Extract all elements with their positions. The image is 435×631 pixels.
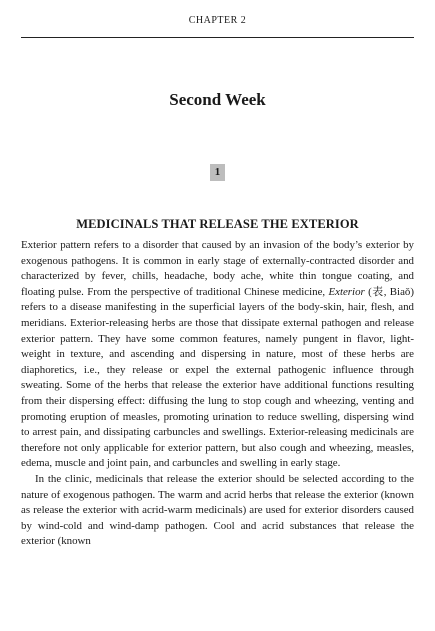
body-text bbox=[21, 238, 414, 550]
paragraph-1 bbox=[21, 238, 414, 472]
header-rule bbox=[21, 37, 414, 38]
paragraph-1-term: Exterior bbox=[328, 285, 365, 298]
section-heading: MEDICINALS THAT RELEASE THE EXTERIOR bbox=[76, 217, 359, 231]
paragraph-1-part-b: (表, Biaǒ) refers to a disease manifesting in the superficial layers of the body-skin, hair, flesh, and meridians. Exterior-releasing herbs are those that dissipate external pathogen and release exterior pattern. They have some common features, namely pungent in flavor, light-weight in texture, and ascending and dispersing in nature, most of these herbs are diaphoretics, i.e., they release or expel the external pathogenic influence through sweating. Some of the herbs that release the exterior have additional functions resulting from their dispersing effect: diffusing the lung to stop cough and wheezing, venting and promoting eruption of measles, promoting urination to reduce swelling, dispersing wind to arrest pain, and dissipating carbuncles and swellings. Exterior-releasing medicinals are therefore not only applicable for exterior pattern, but also cough and wheezing, measles, edema, muscle and joint pain, and carbuncles and swelling in early stage. bbox=[21, 285, 414, 470]
paragraph-2: In the clinic, medicinals that release the exterior should be selected according to the nature of exogenous pathogen. The warm and acrid herbs that release the exterior (known as release the exterior with acrid-warm medicinals) are used for exterior disorders caused by wind-cold and wind-damp pathogen. Cool and acrid substances that release the exterior (known bbox=[21, 472, 414, 548]
chapter-label: CHAPTER 2 bbox=[188, 15, 247, 26]
paragraph-1-part-a: Exterior pattern refers to a disorder that caused by an invasion of the body’s exterior by exogenous pathogens. It is common in early stage of externally-contracted disorder and characterized by fever, chills, headache, body ache, white thin tongue coating, and floating pulse. From the perspective of traditional Chinese medicine, bbox=[21, 239, 414, 298]
section-number-badge: 1 bbox=[210, 164, 225, 181]
part-title: Second Week bbox=[169, 90, 266, 109]
